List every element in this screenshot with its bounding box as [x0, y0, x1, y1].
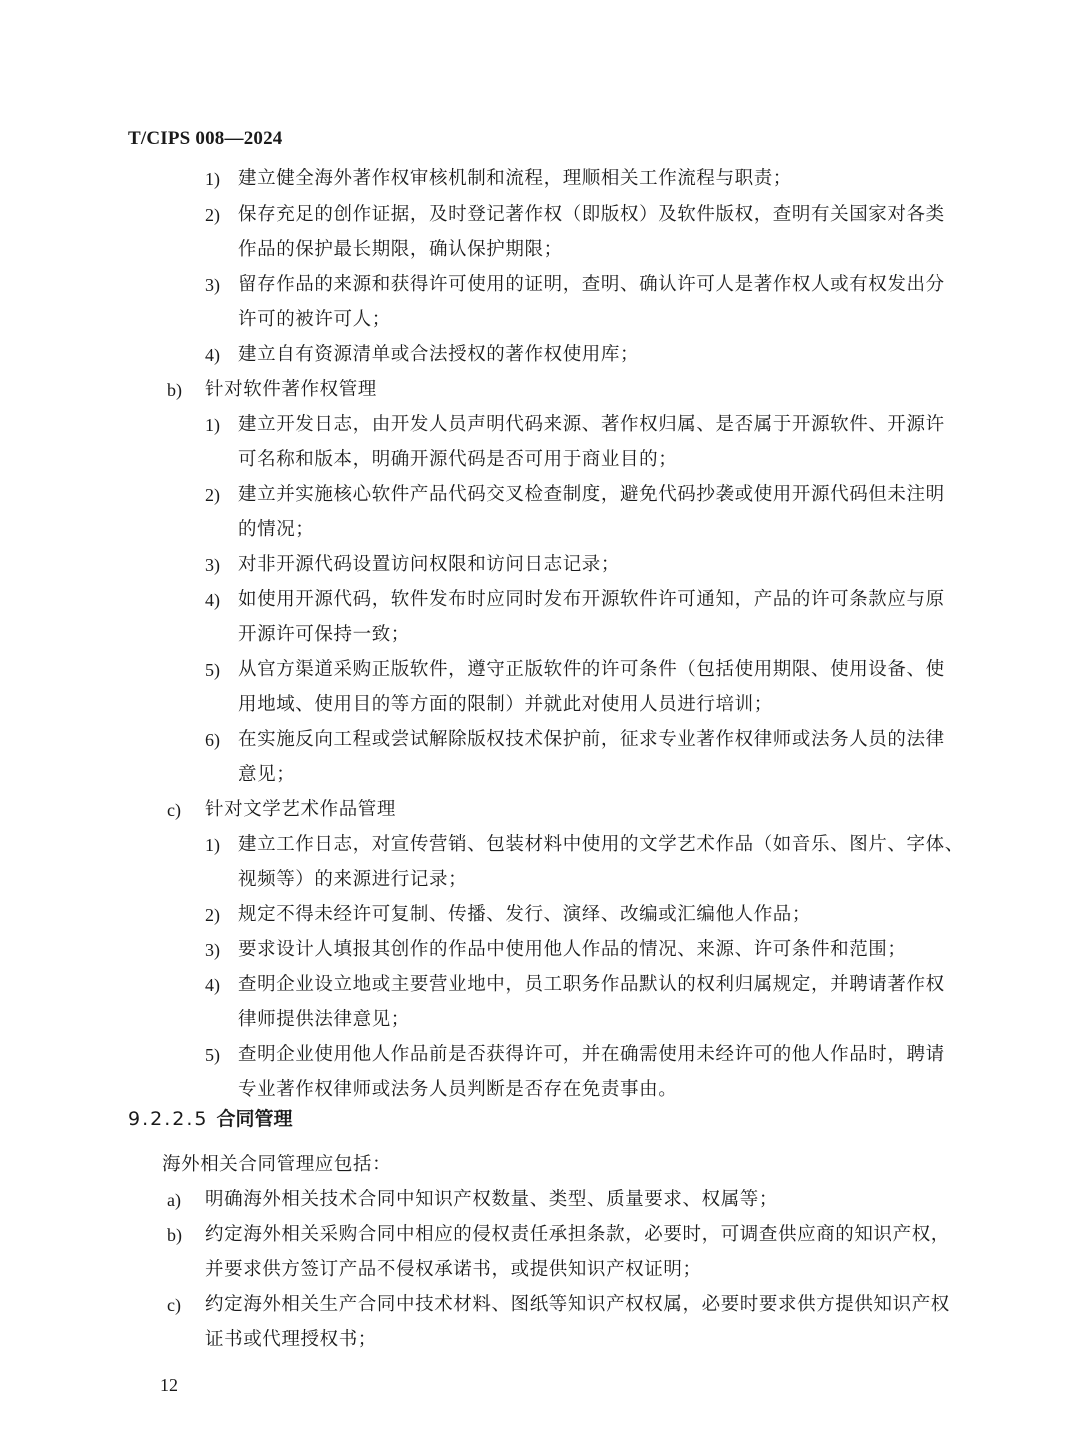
text-line: 意见； [238, 764, 296, 785]
text-line: 如使用开源代码，软件发布时应同时发布开源软件许可通知，产品的许可条款应与原 [238, 589, 945, 610]
list-marker: 2) [205, 905, 220, 925]
text-line: 从官方渠道采购正版软件，遵守正版软件的许可条件（包括使用期限、使用设备、使 [238, 659, 945, 680]
text-line: 海外相关合同管理应包括： [162, 1154, 392, 1175]
text-line: 约定海外相关生产合同中技术材料、图纸等知识产权权属，必要时要求供方提供知识产权 [205, 1294, 950, 1315]
list-marker: 1) [205, 835, 220, 855]
text-line: 约定海外相关采购合同中相应的侵权责任承担条款，必要时，可调查供应商的知识产权， [205, 1224, 950, 1245]
text-line: 针对文学艺术作品管理 [205, 799, 397, 820]
text-line: 查明企业使用他人作品前是否获得许可，并在确需使用未经许可的他人作品时，聘请 [238, 1044, 945, 1065]
section-title: 合同管理 [216, 1108, 293, 1130]
list-marker: b) [167, 380, 182, 400]
text-line: 可名称和版本，明确开源代码是否可用于商业目的； [238, 449, 678, 470]
list-marker: a) [167, 1190, 181, 1210]
text-line: 的情况； [238, 519, 315, 540]
text-line: 留存作品的来源和获得许可使用的证明，查明、确认许可人是著作权人或有权发出分 [238, 274, 945, 295]
text-line: 证书或代理授权书； [205, 1329, 377, 1350]
list-marker: 4) [205, 590, 220, 610]
list-marker: 1) [205, 169, 220, 189]
text-line: 规定不得未经许可复制、传播、发行、演绎、改编或汇编他人作品； [238, 904, 812, 925]
text-line: 视频等）的来源进行记录； [238, 869, 468, 890]
text-line: 针对软件著作权管理 [205, 379, 377, 400]
list-marker: 1) [205, 415, 220, 435]
text-line: 许可的被许可人； [238, 309, 391, 330]
list-marker: 4) [205, 345, 220, 365]
text-line: 要求设计人填报其创作的作品中使用他人作品的情况、来源、许可条件和范围； [238, 939, 907, 960]
text-line: 明确海外相关技术合同中知识产权数量、类型、质量要求、权属等； [205, 1189, 779, 1210]
list-marker: 5) [205, 1045, 220, 1065]
text-line: 建立自有资源清单或合法授权的著作权使用库； [238, 344, 640, 365]
list-marker: 2) [205, 485, 220, 505]
text-line: 建立并实施核心软件产品代码交叉检查制度，避免代码抄袭或使用开源代码但未注明 [238, 484, 945, 505]
document-id-header: T/CIPS 008—2024 [128, 128, 283, 149]
section-heading [128, 1107, 293, 1131]
text-line: 建立工作日志，对宣传营销、包装材料中使用的文学艺术作品（如音乐、图片、字体、 [238, 834, 964, 855]
list-marker: 3) [205, 555, 220, 575]
text-line: 作品的保护最长期限，确认保护期限； [238, 239, 563, 260]
text-line: 查明企业设立地或主要营业地中，员工职务作品默认的权利归属规定，并聘请著作权 [238, 974, 945, 995]
text-line: 保存充足的创作证据，及时登记著作权（即版权）及软件版权，查明有关国家对各类 [238, 204, 945, 225]
text-line: 律师提供法律意见； [238, 1009, 410, 1030]
list-marker: 4) [205, 975, 220, 995]
list-marker: c) [167, 1295, 181, 1315]
text-line: 建立开发日志，由开发人员声明代码来源、著作权归属、是否属于开源软件、开源许 [238, 414, 945, 435]
list-marker: 3) [205, 275, 220, 295]
list-marker: 2) [205, 205, 220, 225]
text-line: 用地域、使用目的等方面的限制）并就此对使用人员进行培训； [238, 694, 773, 715]
section-number: 9.2.2.5 [128, 1108, 209, 1130]
list-marker: c) [167, 800, 181, 820]
list-marker: b) [167, 1225, 182, 1245]
text-line: 对非开源代码设置访问权限和访问日志记录； [238, 554, 621, 575]
text-line: 建立健全海外著作权审核机制和流程，理顺相关工作流程与职责； [238, 168, 792, 189]
list-marker: 3) [205, 940, 220, 960]
text-line: 专业著作权律师或法务人员判断是否存在免责事由。 [238, 1079, 678, 1100]
text-line: 开源许可保持一致； [238, 624, 410, 645]
list-marker: 5) [205, 660, 220, 680]
page-number: 12 [160, 1375, 178, 1395]
list-marker: 6) [205, 730, 220, 750]
text-line: 在实施反向工程或尝试解除版权技术保护前，征求专业著作权律师或法务人员的法律 [238, 729, 945, 750]
text-line: 并要求供方签订产品不侵权承诺书，或提供知识产权证明； [205, 1259, 702, 1280]
